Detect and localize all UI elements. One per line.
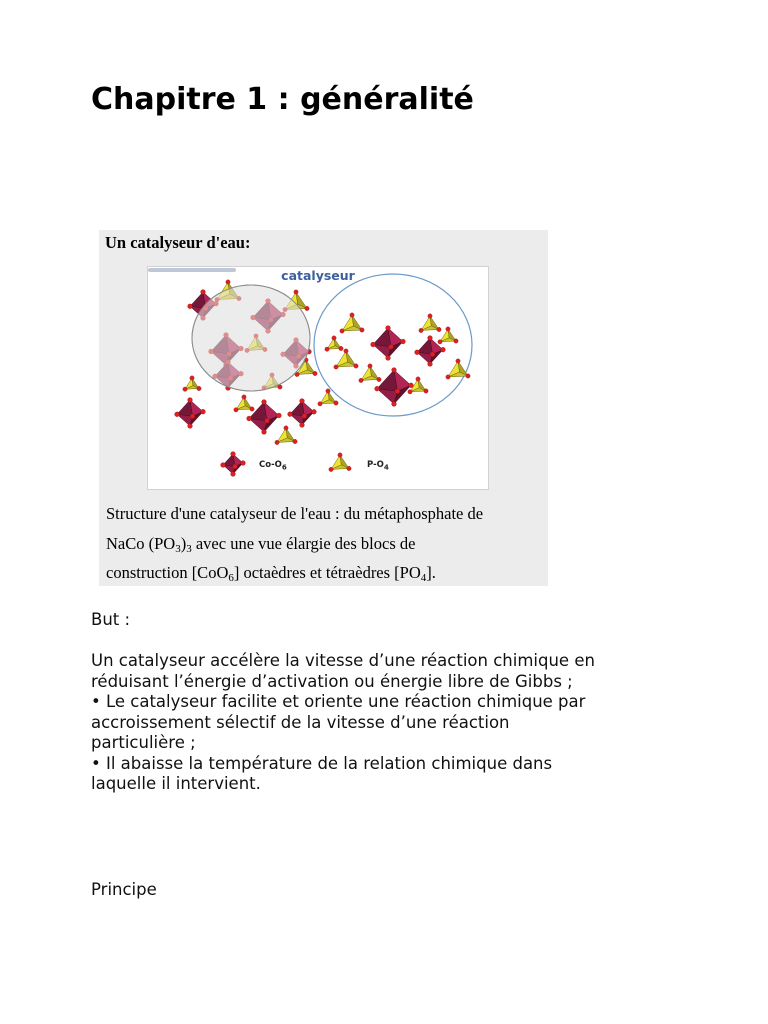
oxygen-atom bbox=[294, 290, 298, 294]
source-watermark-logo bbox=[148, 267, 236, 273]
oxygen-atom bbox=[284, 426, 288, 430]
oxygen-atom bbox=[329, 467, 333, 471]
oxygen-atom bbox=[428, 314, 432, 318]
oxygen-atom bbox=[340, 329, 344, 333]
oxygen-atom bbox=[415, 350, 420, 355]
oxygen-atom bbox=[233, 464, 238, 469]
oxygen-atom bbox=[201, 290, 206, 295]
paragraph-line: particulière ; bbox=[91, 733, 196, 752]
legend-label-p-o4: $P-O_4$ bbox=[367, 460, 389, 472]
oxygen-atom bbox=[188, 424, 193, 429]
paragraph-line: laquelle il intervient. bbox=[91, 774, 261, 793]
oxygen-atom bbox=[325, 347, 329, 351]
oxygen-atom bbox=[409, 383, 414, 388]
oxygen-atom bbox=[242, 395, 246, 399]
oxygen-atom bbox=[354, 364, 358, 368]
oxygen-atom bbox=[395, 389, 400, 394]
enlarged-view-ellipse bbox=[192, 285, 310, 391]
section-label-principe: Principe bbox=[91, 880, 157, 899]
oxygen-atom bbox=[262, 430, 267, 435]
oxygen-atom bbox=[234, 408, 238, 412]
oxygen-atom bbox=[454, 339, 458, 343]
oxygen-atom bbox=[441, 347, 446, 352]
oxygen-atom bbox=[305, 306, 309, 310]
oxygen-atom bbox=[392, 368, 397, 373]
oxygen-atom bbox=[188, 304, 193, 309]
oxygen-atom bbox=[332, 336, 336, 340]
oxygen-atom bbox=[262, 400, 267, 405]
oxygen-atom bbox=[250, 407, 254, 411]
oxygen-atom bbox=[430, 352, 435, 357]
oxygen-atom bbox=[360, 328, 364, 332]
but-paragraph bbox=[91, 651, 595, 795]
oxygen-atom bbox=[377, 377, 381, 381]
oxygen-atom bbox=[265, 418, 270, 423]
oxygen-atom bbox=[175, 412, 180, 417]
oxygen-atom bbox=[318, 402, 322, 406]
oxygen-atom bbox=[334, 401, 338, 405]
paragraph-line: • Il abaisse la température de la relation chimique dans bbox=[91, 753, 553, 773]
oxygen-atom bbox=[408, 390, 412, 394]
catalyst-figure bbox=[99, 230, 548, 586]
paragraph-line: réduisant l’énergie d’activation ou énergie libre de Gibbs ; bbox=[91, 671, 573, 691]
oxygen-atom bbox=[350, 313, 354, 317]
crystal-structure-diagram bbox=[147, 266, 489, 490]
oxygen-atom bbox=[288, 412, 293, 417]
oxygen-atom bbox=[275, 440, 279, 444]
legend-label-co-o6: $Co-O_6$ bbox=[259, 460, 287, 472]
oxygen-atom bbox=[347, 466, 351, 470]
paragraph-line: accroissement sélectif de la vitesse d’une réaction bbox=[91, 712, 510, 732]
oxygen-atom bbox=[375, 386, 380, 391]
caption-line-3: construction [CoO$_6$] octaèdres et tétraèdres $[PO_4]$. bbox=[106, 563, 436, 584]
oxygen-atom bbox=[241, 461, 246, 466]
oxygen-atom bbox=[401, 339, 406, 344]
oxygen-atom bbox=[293, 439, 297, 443]
oxygen-atom bbox=[197, 386, 201, 390]
caption-line-1: Structure d'une catalyseur de l'eau : du métaphosphate de bbox=[106, 504, 484, 523]
oxygen-atom bbox=[424, 389, 428, 393]
oxygen-atom bbox=[386, 326, 391, 331]
oxygen-atom bbox=[326, 389, 330, 393]
diagram-title: catalyseur bbox=[281, 268, 355, 283]
oxygen-atom bbox=[300, 423, 305, 428]
oxygen-atom bbox=[437, 327, 441, 331]
oxygen-atom bbox=[231, 452, 236, 457]
oxygen-atom bbox=[386, 356, 391, 361]
oxygen-atom bbox=[389, 344, 394, 349]
oxygen-atom bbox=[371, 342, 376, 347]
oxygen-atom bbox=[446, 327, 450, 331]
paragraph-line: Un catalyseur accélère la vitesse d’une réaction chimique en bbox=[91, 651, 595, 670]
oxygen-atom bbox=[419, 328, 423, 332]
oxygen-atom bbox=[338, 453, 342, 457]
oxygen-atom bbox=[339, 346, 343, 350]
oxygen-atom bbox=[247, 416, 252, 421]
oxygen-atom bbox=[334, 365, 338, 369]
oxygen-atom bbox=[368, 364, 372, 368]
oxygen-atom bbox=[302, 414, 307, 419]
oxygen-atom bbox=[190, 414, 195, 419]
oxygen-atom bbox=[359, 378, 363, 382]
paragraph-line: • Le catalyseur facilite et oriente une réaction chimique par bbox=[91, 692, 586, 711]
page-title: Chapitre 1 : généralité bbox=[91, 82, 474, 117]
oxygen-atom bbox=[221, 463, 226, 468]
oxygen-atom bbox=[201, 409, 206, 414]
oxygen-atom bbox=[188, 398, 193, 403]
oxygen-atom bbox=[466, 374, 470, 378]
oxygen-atom bbox=[446, 375, 450, 379]
oxygen-atom bbox=[428, 336, 433, 341]
oxygen-atom bbox=[456, 359, 460, 363]
figure-heading: Un catalyseur d'eau: bbox=[105, 233, 251, 252]
oxygen-atom bbox=[438, 340, 442, 344]
oxygen-atom bbox=[183, 387, 187, 391]
oxygen-atom bbox=[190, 376, 194, 380]
oxygen-atom bbox=[277, 413, 282, 418]
oxygen-atom bbox=[231, 472, 236, 477]
figure-caption bbox=[106, 499, 544, 588]
oxygen-atom bbox=[416, 377, 420, 381]
oxygen-atom bbox=[312, 409, 317, 414]
oxygen-atom bbox=[313, 371, 317, 375]
crystal-structure-svg bbox=[148, 267, 488, 489]
caption-line-2: NaCo $(PO_3)_3$ avec une vue élargie des blocs de bbox=[106, 533, 416, 555]
section-label-but: But : bbox=[91, 610, 131, 629]
oxygen-atom bbox=[392, 402, 397, 407]
oxygen-atom bbox=[428, 362, 433, 367]
oxygen-atom bbox=[300, 399, 305, 404]
oxygen-atom bbox=[344, 349, 348, 353]
